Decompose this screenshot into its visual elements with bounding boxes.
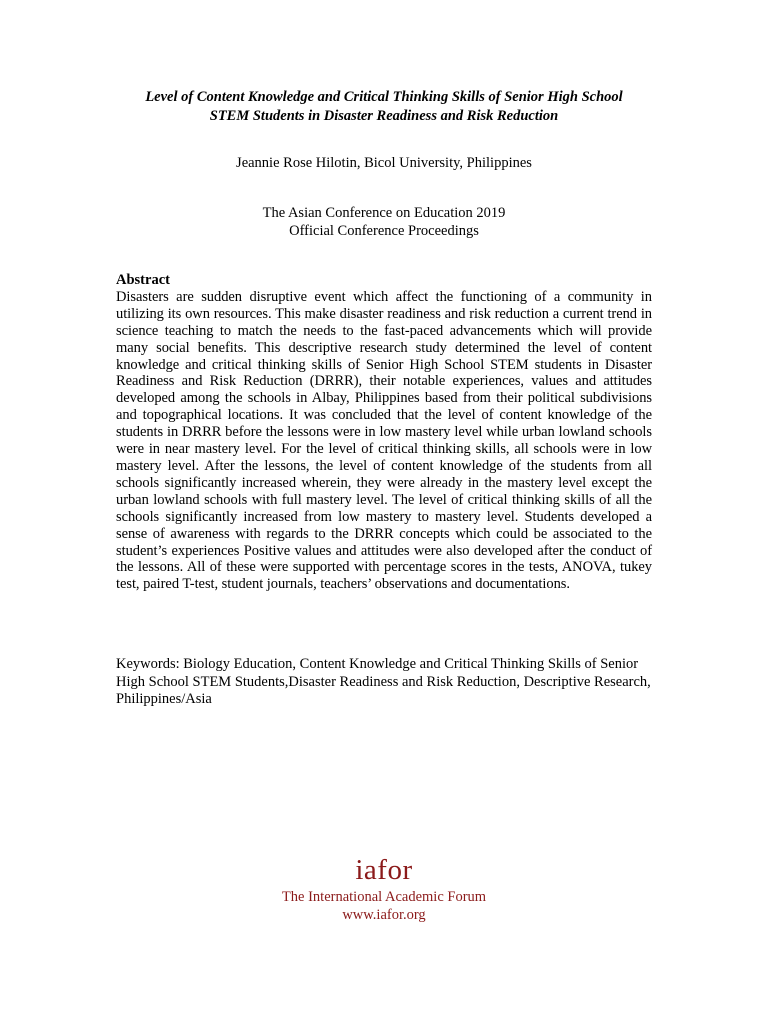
abstract-body: Disasters are sudden disruptive event which affect the functioning of a community in utilizing its own resources. This make disaster readiness and risk reduction a current trend in science teaching to match the needs to the fast-paced advancements which will provide many social benefits. This descriptive research study determined the level of content knowledge and critical thinking skills of Senior High School STEM students in Disaster Readiness and Risk Reduction (DRRR), their notable experiences, values and attitudes developed among the schools in Albay, Philippines based from their political subdivisions and topographical locations. It was concluded that the level of content knowledge of the students in DRRR before the lessons were in low mastery level while urban lowland schools were in near mastery level. For the level of critical thinking skills, all schools were in low mastery level. After the lessons, the level of content knowledge of the students from all schools significantly increased wherein, they were already in the mastery level except the urban lowland schools with full mastery level. The level of critical thinking skills of all the schools significantly increased from low mastery to mastery level. Students developed a sense of awareness with regards to the DRRR concepts which could be associated to the student’s experiences Positive values and attitudes were also developed after the conduct of the lessons. All of these were supported with percentage scores in the tests, ANOVA, tukey test, paired T-test, student journals, teachers’ observations and documentations. xyxy=(116,288,652,593)
abstract-heading: Abstract xyxy=(116,272,170,288)
conference-proceedings: Official Conference Proceedings xyxy=(289,223,479,239)
publisher-footer xyxy=(0,852,768,924)
author-affiliation: Jeannie Rose Hilotin, Bicol University, Philippines xyxy=(236,155,532,171)
publisher-name: The International Academic Forum xyxy=(281,889,487,905)
paper-title xyxy=(0,88,768,126)
conference-name: The Asian Conference on Education 2019 xyxy=(262,205,506,221)
conference-info xyxy=(0,204,768,240)
paper-title-line-2: STEM Students in Disaster Readiness and Risk Reduction xyxy=(209,108,559,124)
iafor-logo: iafor xyxy=(355,854,413,886)
paper-title-line-1: Level of Content Knowledge and Critical Thinking Skills of Senior High School xyxy=(145,89,623,105)
keywords: Keywords: Biology Education, Content Knowledge and Critical Thinking Skills of Senior High School STEM Students,Disaster Readiness and Risk Reduction, Descriptive Research, Philippines/Asia xyxy=(116,656,651,707)
abstract-section xyxy=(116,272,652,593)
publisher-website-link[interactable]: www.iafor.org xyxy=(342,907,426,923)
